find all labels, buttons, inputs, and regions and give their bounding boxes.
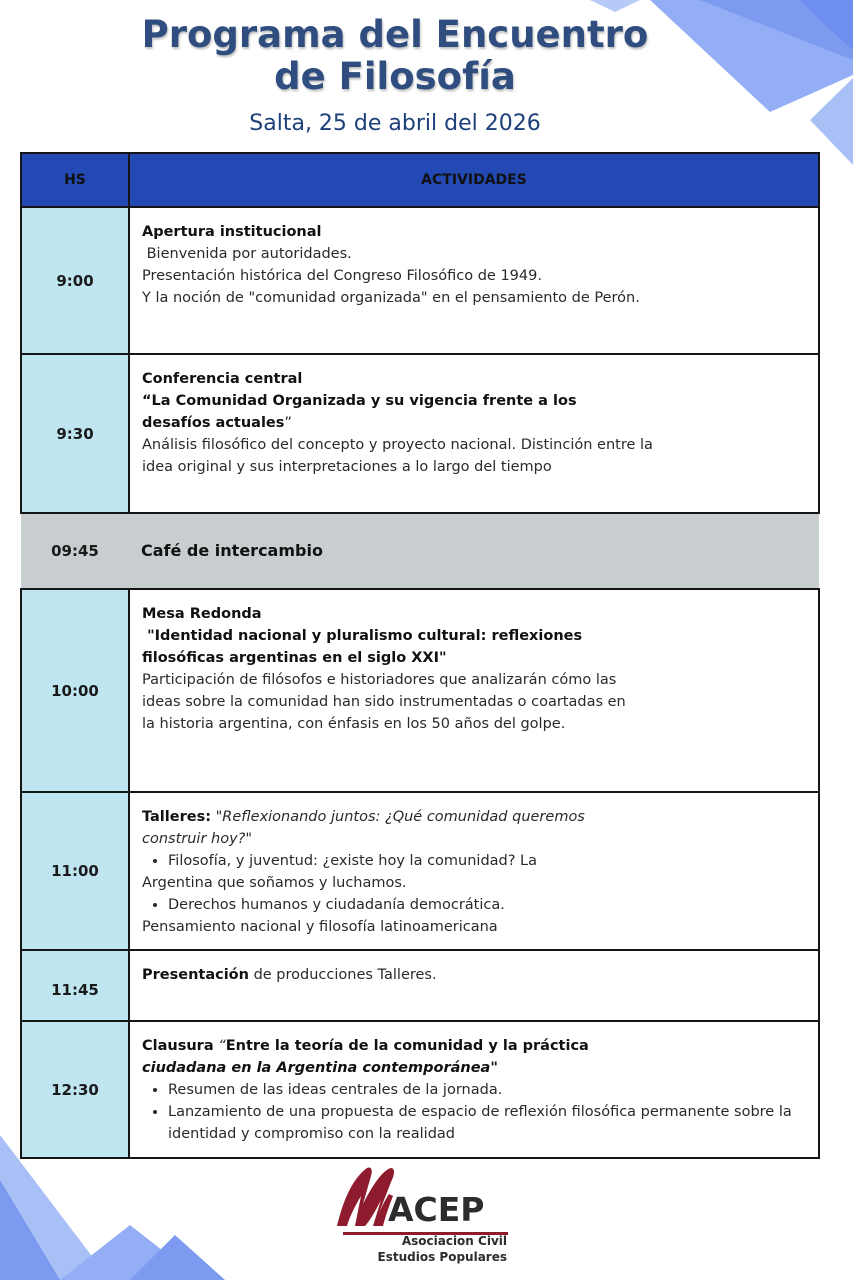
activity-heading — [142, 1035, 806, 1057]
activity-title: Café de intercambio — [141, 541, 323, 560]
activity-quote: "Identidad nacional y pluralismo cultural: reflexiones filosóficas argentinas en el siglo XXI" — [142, 628, 588, 666]
activity-quote — [142, 390, 602, 434]
activity-quote-text: “La Comunidad Organizada y su vigencia frente a los desafíos actuales — [142, 393, 577, 431]
activity-description: Participación de filósofos e historiadores que analizarán cómo las ideas sobre la comunidad han sido instrumentadas o coartadas en la historia argentina, con énfasis en los 50 años del golpe. — [142, 672, 626, 732]
activity-cell — [129, 513, 819, 589]
activity-line: Presentación histórica del Congreso Filosófico de 1949. — [142, 268, 542, 284]
title-line-1: Programa del Encuentro — [141, 13, 649, 56]
time-cell: 09:45 — [21, 513, 129, 589]
activity-title: Clausura — [142, 1038, 214, 1054]
acep-logo — [333, 1160, 513, 1270]
activity-cell — [129, 1021, 819, 1158]
activity-cell — [129, 354, 819, 513]
activity-line: Pensamiento nacional y filosofía latinoamericana — [142, 919, 498, 935]
table-header-row — [21, 153, 819, 207]
time-cell: 12:30 — [21, 1021, 129, 1158]
activity-line: Bienvenida por autoridades. — [142, 246, 352, 262]
activity-list — [142, 850, 806, 872]
column-header-activities: ACTIVIDADES — [129, 153, 819, 207]
activity-description: Análisis filosófico del concepto y proyecto nacional. Distinción entre la idea original y sus interpretaciones a lo largo del tiempo — [142, 437, 653, 475]
activity-line: Y la noción de "comunidad organizada" en el pensamiento de Perón. — [142, 290, 640, 306]
activity-cell — [129, 589, 819, 792]
activity-title: Conferencia central — [142, 371, 303, 387]
logo-subtitle-2: Estudios Populares — [377, 1250, 507, 1264]
time-cell: 11:00 — [21, 792, 129, 950]
list-item: • Lanzamiento de una propuesta de espacio de reflexión filosófica permanente sobre la identidad y compromiso con la realidad — [168, 1101, 806, 1145]
activity-line — [142, 964, 806, 986]
activity-list — [142, 894, 806, 916]
list-item: • Derechos humanos y ciudadanía democrática. — [168, 894, 806, 916]
table-row-break — [21, 513, 819, 589]
title-line-2: de Filosofía — [274, 55, 516, 98]
activity-quote-close: ” — [284, 415, 292, 431]
table-row — [21, 354, 819, 513]
schedule-table — [20, 152, 820, 1159]
activity-title: Presentación — [142, 967, 249, 983]
time-cell: 10:00 — [21, 589, 129, 792]
activity-title: Mesa Redonda — [142, 606, 262, 622]
table-row — [21, 792, 819, 950]
time-cell: 9:00 — [21, 207, 129, 354]
list-item: • Resumen de las ideas centrales de la jornada. — [168, 1079, 806, 1101]
list-item: • Filosofía, y juventud: ¿existe hoy la comunidad? La — [168, 850, 806, 872]
activity-quote: "Reflexionando juntos: ¿Qué comunidad queremos construir hoy?" — [142, 809, 585, 847]
table-row — [21, 207, 819, 354]
activity-description: de producciones Talleres. — [248, 967, 437, 983]
activity-list — [142, 1079, 806, 1145]
activity-quote-italic: ciudadana en la Argentina contemporánea" — [142, 1060, 498, 1076]
activity-line: Argentina que soñamos y luchamos. — [142, 875, 407, 891]
activity-quote-bold: Entre la teoría de la comunidad y la práctica — [225, 1038, 589, 1054]
activity-cell — [129, 792, 819, 950]
time-cell: 9:30 — [21, 354, 129, 513]
activity-cell — [129, 950, 819, 1021]
column-header-hs: HS — [21, 153, 129, 207]
page-title — [0, 14, 790, 98]
activity-heading — [142, 806, 642, 850]
logo-subtitle-1: Asociacion Civil — [401, 1234, 507, 1248]
table-row — [21, 950, 819, 1021]
page-subtitle: Salta, 25 de abril del 2026 — [249, 111, 541, 136]
activity-quote-open: “ — [213, 1038, 226, 1054]
table-row — [21, 589, 819, 792]
time-cell: 11:45 — [21, 950, 129, 1021]
activity-cell — [129, 207, 819, 354]
table-row — [21, 1021, 819, 1158]
logo-name: ACEP — [388, 1190, 485, 1229]
activity-title: Talleres: — [142, 809, 211, 825]
activity-title: Apertura institucional — [142, 224, 322, 240]
